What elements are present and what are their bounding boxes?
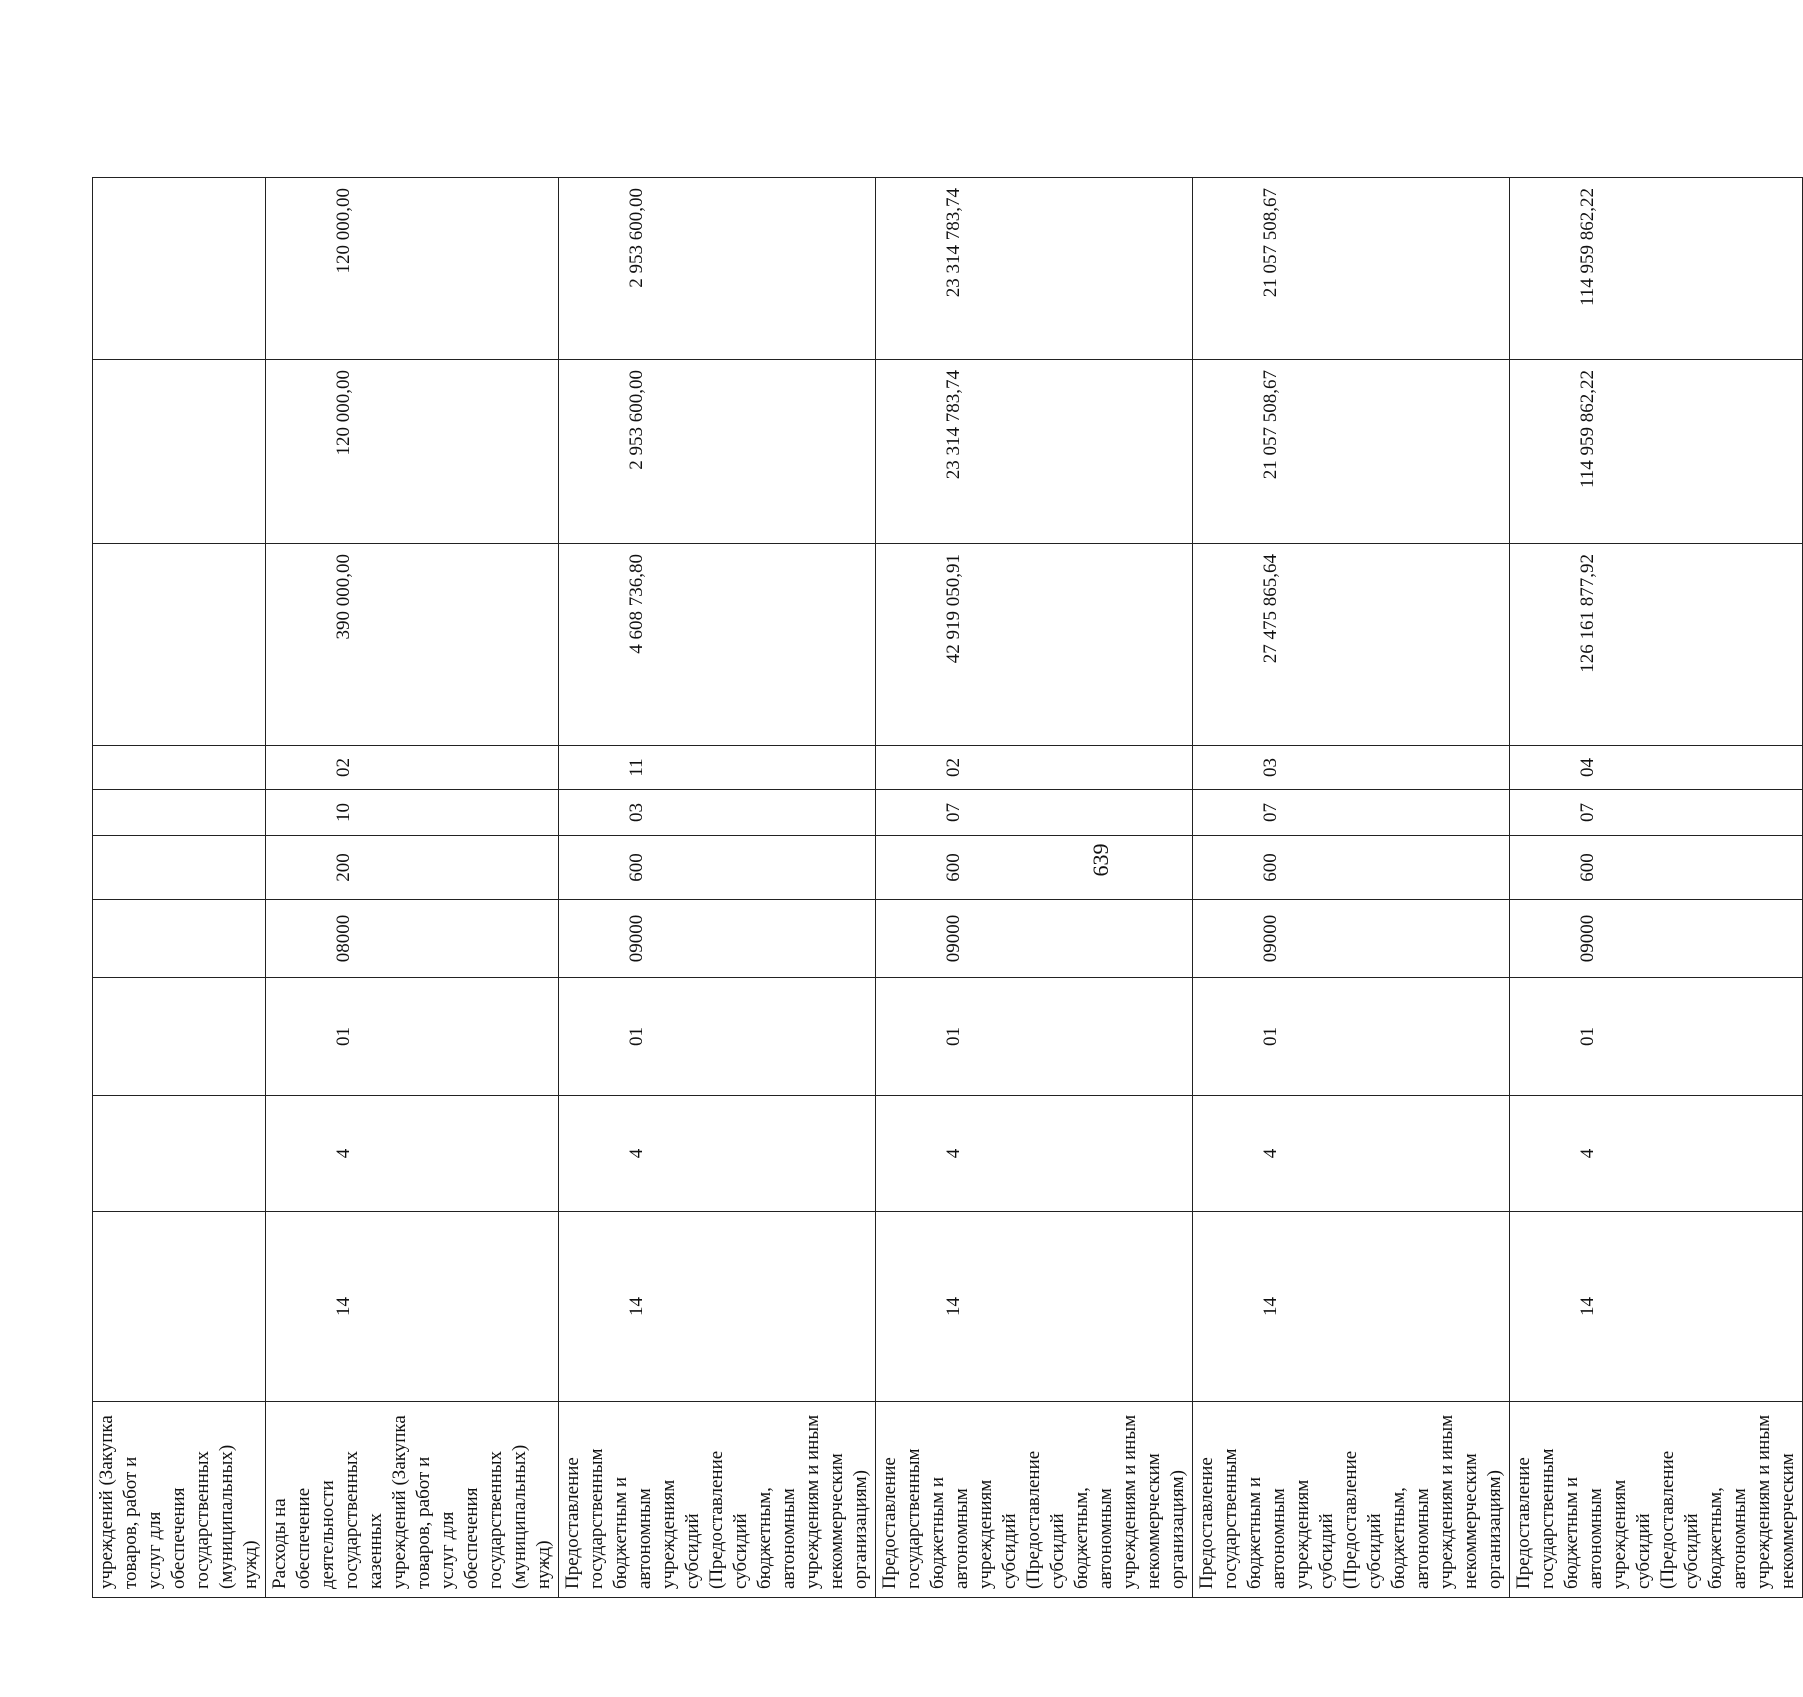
cell-c7 [93, 746, 266, 790]
budget-table [92, 177, 1803, 1598]
cell-v3: 23 314 783,74 [876, 178, 1193, 360]
cell-c2: 4 [876, 1096, 1193, 1212]
cell-v1: 27 475 865,64 [1193, 544, 1510, 746]
cell-v2 [93, 360, 266, 544]
table-row [266, 178, 559, 1598]
cell-c6: 07 [1193, 790, 1510, 836]
cell-c2: 4 [559, 1096, 876, 1212]
cell-c3 [93, 978, 266, 1096]
cell-c1 [93, 1212, 266, 1402]
cell-c1: 14 [266, 1212, 559, 1402]
cell-v3: 2 953 600,00 [559, 178, 876, 360]
cell-description: Предоставление государственным бюджетным и автономным учреждениям субсидий (Предоставление субсидий бюджетным, автономным учреждениям и иным некоммерческим организациям) [559, 1402, 876, 1598]
cell-c5 [93, 836, 266, 900]
cell-description: Предоставление государственным бюджетным и автономным учреждениям субсидий (Предоставление субсидий бюджетным, автономным учреждениям и иным некоммерческим [1510, 1402, 1803, 1598]
cell-c6: 10 [266, 790, 559, 836]
page-number: 639 [1088, 843, 1113, 877]
cell-c7: 04 [1510, 746, 1803, 790]
cell-v2: 23 314 783,74 [876, 360, 1193, 544]
cell-c1: 14 [1193, 1212, 1510, 1402]
table-row [93, 178, 266, 1598]
cell-c5: 600 [1193, 836, 1510, 900]
cell-c7: 02 [876, 746, 1193, 790]
cell-c6: 07 [876, 790, 1193, 836]
cell-c4: 09000 [1510, 900, 1803, 978]
cell-description: учреждений (Закупка товаров, работ и услуг для обеспечения государственных (муниципальных) нужд) [93, 1402, 266, 1598]
cell-c7: 11 [559, 746, 876, 790]
cell-v1: 390 000,00 [266, 544, 559, 746]
cell-c3: 01 [1193, 978, 1510, 1096]
table-row [1193, 178, 1510, 1598]
cell-c3: 01 [876, 978, 1193, 1096]
cell-v2: 21 057 508,67 [1193, 360, 1510, 544]
cell-v3 [93, 178, 266, 360]
cell-c2: 4 [266, 1096, 559, 1212]
cell-c4: 09000 [559, 900, 876, 978]
cell-c1: 14 [559, 1212, 876, 1402]
table-body [93, 178, 1803, 1598]
cell-c4: 09000 [1193, 900, 1510, 978]
cell-v1: 42 919 050,91 [876, 544, 1193, 746]
cell-c7: 03 [1193, 746, 1510, 790]
cell-c5: 200 [266, 836, 559, 900]
cell-c4: 09000 [876, 900, 1193, 978]
cell-c3: 01 [266, 978, 559, 1096]
cell-c5: 600 [559, 836, 876, 900]
cell-c6: 03 [559, 790, 876, 836]
cell-c5: 600 [876, 836, 1193, 900]
cell-v3: 21 057 508,67 [1193, 178, 1510, 360]
cell-v2: 120 000,00 [266, 360, 559, 544]
cell-v2: 2 953 600,00 [559, 360, 876, 544]
cell-c5: 600 [1510, 836, 1803, 900]
cell-c3: 01 [1510, 978, 1803, 1096]
cell-v2: 114 959 862,22 [1510, 360, 1803, 544]
cell-description: Расходы на обеспечение деятельности государственных казенных учреждений (Закупка товаров, работ и услуг для обеспечения государственных (муниципальных) нужд) [266, 1402, 559, 1598]
cell-c2: 4 [1510, 1096, 1803, 1212]
cell-v1: 126 161 877,92 [1510, 544, 1803, 746]
cell-c1: 14 [876, 1212, 1193, 1402]
cell-v3: 120 000,00 [266, 178, 559, 360]
cell-c2: 4 [1193, 1096, 1510, 1212]
table-row [876, 178, 1193, 1598]
cell-c6: 07 [1510, 790, 1803, 836]
rotated-page [40, 40, 1798, 1680]
cell-c4 [93, 900, 266, 978]
cell-v3: 114 959 862,22 [1510, 178, 1803, 360]
cell-description: Предоставление государственным бюджетным и автономным учреждениям субсидий (Предоставление субсидий бюджетным, автономным учреждениям и иным некоммерческим организациям) [876, 1402, 1193, 1598]
cell-v1: 4 608 736,80 [559, 544, 876, 746]
cell-c1: 14 [1510, 1212, 1803, 1402]
cell-v1 [93, 544, 266, 746]
cell-c2 [93, 1096, 266, 1212]
cell-c4: 08000 [266, 900, 559, 978]
cell-c3: 01 [559, 978, 876, 1096]
table-row [559, 178, 876, 1598]
cell-description: Предоставление государственным бюджетным и автономным учреждениям субсидий (Предоставление субсидий бюджетным, автономным учреждениям и иным некоммерческим организациям) [1193, 1402, 1510, 1598]
table-row [1510, 178, 1803, 1598]
cell-c6 [93, 790, 266, 836]
cell-c7: 02 [266, 746, 559, 790]
